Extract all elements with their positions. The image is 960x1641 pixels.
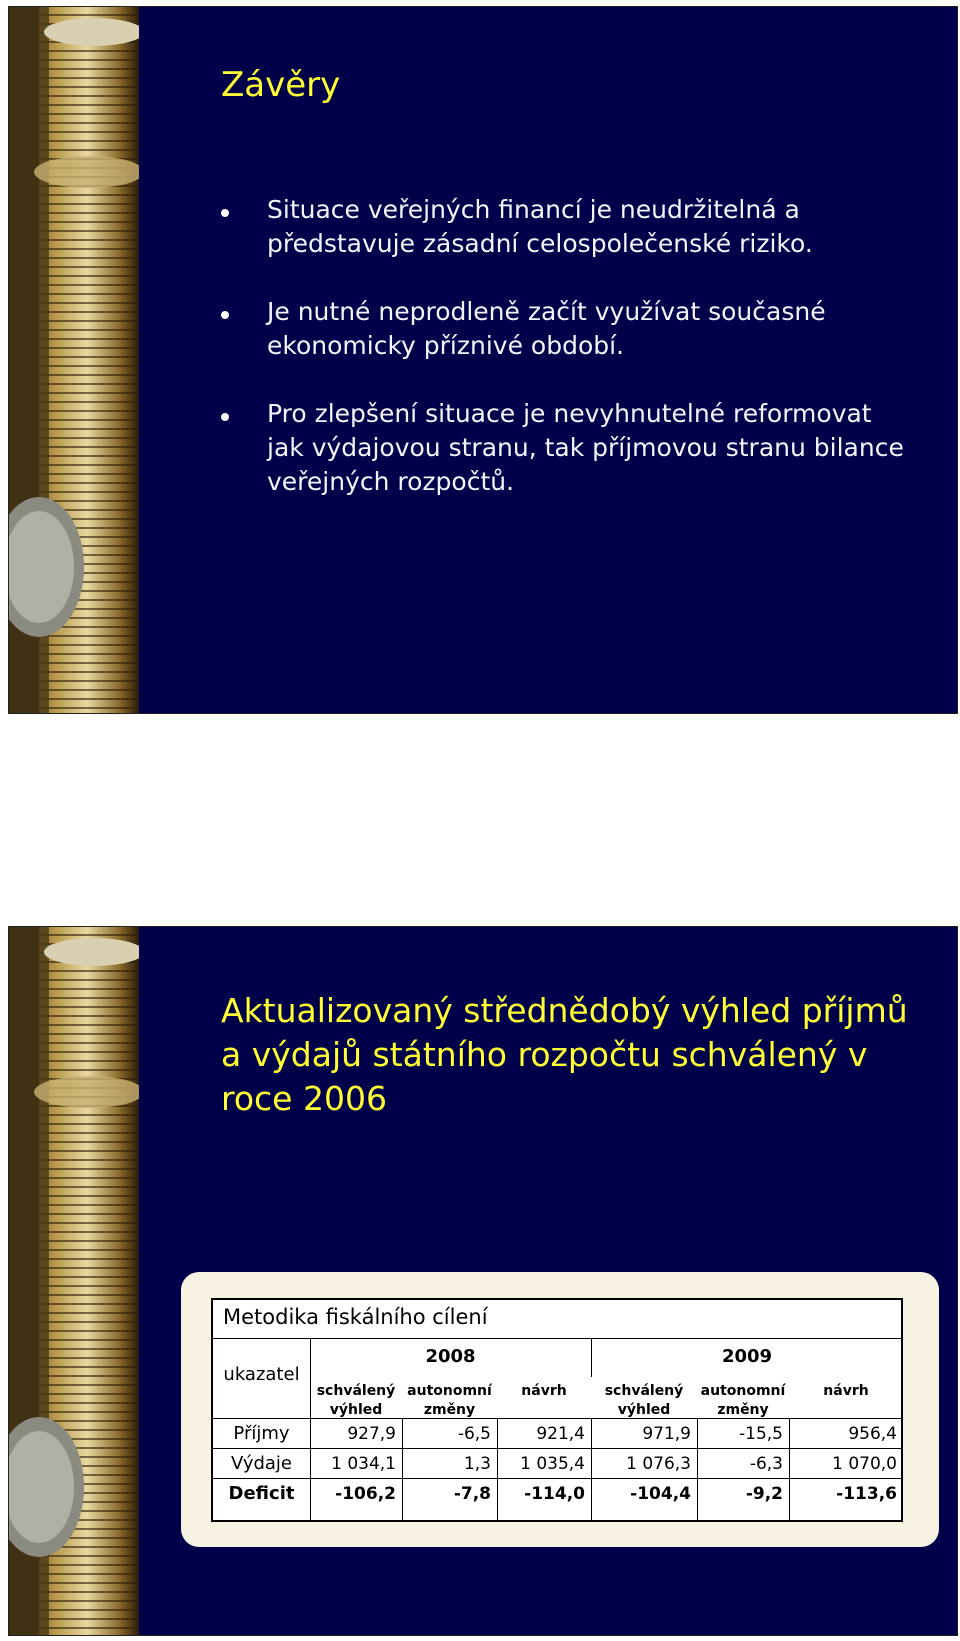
slide-conclusions bbox=[8, 6, 958, 714]
table-cell: 1 034,1 bbox=[331, 1454, 396, 1474]
row-label: Příjmy bbox=[233, 1423, 290, 1444]
table-caption: Metodika fiskálního cílení bbox=[223, 1305, 488, 1329]
table-cell: -9,2 bbox=[745, 1484, 783, 1504]
row-header-label: ukazatel bbox=[223, 1364, 300, 1385]
coins-stack-image bbox=[9, 927, 139, 1635]
row-label: Výdaje bbox=[230, 1453, 292, 1474]
table-cell: -106,2 bbox=[335, 1484, 396, 1504]
column-header-line: autonomní bbox=[407, 1383, 492, 1399]
bullet-dot-icon bbox=[221, 413, 229, 421]
year-header: 2009 bbox=[721, 1346, 773, 1367]
column-header bbox=[697, 1382, 789, 1420]
title-line: a výdajů státního rozpočtu schválený v bbox=[221, 1035, 868, 1074]
column-header-line: schválený bbox=[604, 1383, 684, 1399]
column-header bbox=[591, 1382, 697, 1420]
bullet-item bbox=[221, 295, 921, 363]
year-header: 2008 bbox=[425, 1346, 476, 1367]
table-cell: -104,4 bbox=[630, 1484, 691, 1504]
table-cell: 921,4 bbox=[536, 1424, 585, 1444]
table-cell: 956,4 bbox=[848, 1424, 897, 1444]
table-cell: -6,5 bbox=[457, 1424, 491, 1444]
table-cell: -113,6 bbox=[836, 1484, 897, 1504]
bullet-line: Situace veřejných financí je neudržitelná a bbox=[267, 195, 800, 224]
column-header-line: schválený bbox=[316, 1383, 396, 1399]
bullet-line: ekonomicky příznivé období. bbox=[267, 331, 624, 360]
title-line: roce 2006 bbox=[221, 1079, 387, 1118]
table-divider bbox=[213, 1338, 901, 1339]
bullet-line: veřejných rozpočtů. bbox=[267, 467, 515, 496]
column-header bbox=[310, 1382, 402, 1420]
table-divider bbox=[213, 1478, 901, 1479]
slide-budget-outlook bbox=[8, 926, 958, 1636]
column-header-line: výhled bbox=[329, 1402, 383, 1418]
bullet-list bbox=[221, 193, 921, 533]
table-cell: 1,3 bbox=[463, 1454, 491, 1474]
coins-stack-image bbox=[9, 7, 139, 713]
budget-table bbox=[211, 1298, 903, 1522]
column-header-line: návrh bbox=[823, 1383, 869, 1399]
bullet-line: Pro zlepšení situace je nevyhnutelné reformovat bbox=[267, 399, 872, 428]
slide-title: Závěry bbox=[221, 65, 341, 105]
column-header bbox=[497, 1382, 591, 1401]
table-divider bbox=[213, 1418, 901, 1419]
bullet-line: Je nutné neprodleně začít využívat současné bbox=[267, 297, 826, 326]
bullet-line: představuje zásadní celospolečenské riziko. bbox=[267, 229, 813, 258]
title-line: Aktualizovaný střednědobý výhled příjmů bbox=[221, 991, 908, 1030]
table-cell: 1 035,4 bbox=[520, 1454, 585, 1474]
column-header bbox=[789, 1382, 903, 1401]
column-header-line: výhled bbox=[617, 1402, 671, 1418]
table-cell: -15,5 bbox=[739, 1424, 783, 1444]
coins-photo bbox=[9, 7, 139, 713]
row-label: Deficit bbox=[228, 1483, 295, 1504]
column-header-line: změny bbox=[423, 1402, 476, 1418]
bullet-line: jak výdajovou stranu, tak příjmovou stranu bilance bbox=[267, 433, 904, 462]
bullet-dot-icon bbox=[221, 311, 229, 319]
column-header-line: návrh bbox=[521, 1383, 567, 1399]
table-panel bbox=[181, 1272, 939, 1547]
table-cell: 971,9 bbox=[642, 1424, 691, 1444]
column-header-line: změny bbox=[717, 1402, 769, 1418]
slide-title bbox=[221, 989, 921, 1121]
table-cell: -6,3 bbox=[749, 1454, 783, 1474]
table-cell: -114,0 bbox=[524, 1484, 585, 1504]
table-cell: 1 076,3 bbox=[626, 1454, 691, 1474]
bullet-item bbox=[221, 193, 921, 261]
column-header bbox=[402, 1382, 497, 1420]
table-cell: -7,8 bbox=[453, 1484, 491, 1504]
column-header-line: autonomní bbox=[700, 1383, 786, 1399]
table-cell: 1 070,0 bbox=[832, 1454, 897, 1474]
table-cell: 927,9 bbox=[347, 1424, 396, 1444]
coins-photo bbox=[9, 927, 139, 1635]
bullet-dot-icon bbox=[221, 209, 229, 217]
bullet-item bbox=[221, 397, 921, 499]
table-divider bbox=[213, 1448, 901, 1449]
